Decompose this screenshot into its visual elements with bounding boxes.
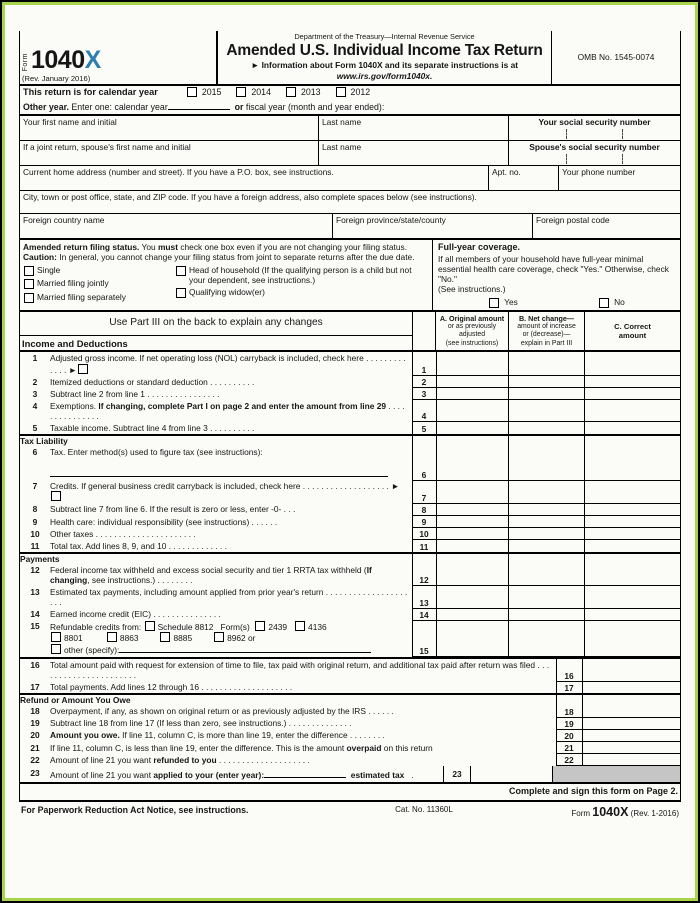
form-line-13	[20, 586, 680, 608]
line-description: Subtract line 18 from line 17 (If less than zero, see instructions.) . . . . . . . . . . . . . .	[50, 718, 352, 729]
form-line-14	[20, 608, 680, 620]
form-line-19	[20, 717, 680, 729]
spouse-ssn-field[interactable]: Spouse's social security number	[508, 141, 680, 165]
amount-cell-b[interactable]	[508, 400, 584, 422]
shaded-cell	[552, 766, 680, 782]
amount-cell-b[interactable]	[508, 516, 584, 528]
spouse-first-name-field[interactable]: If a joint return, spouse's first name and initial	[23, 142, 191, 153]
amount-cell-b[interactable]	[508, 446, 584, 480]
line-number: 18	[30, 706, 40, 717]
amount-cell-a[interactable]	[436, 422, 508, 435]
line-number: 15	[30, 621, 40, 632]
amount-cell-a[interactable]	[436, 480, 508, 503]
line-number-box: 20	[556, 729, 582, 741]
amount-cell-a[interactable]	[436, 608, 508, 620]
section-header-income: Income and Deductions	[22, 338, 128, 350]
amount-cell-c[interactable]	[584, 620, 680, 656]
form-line-16	[20, 658, 680, 681]
line-number: 9	[32, 516, 38, 527]
checkbox[interactable]	[295, 621, 305, 631]
form-line-10	[20, 528, 680, 540]
line-description: Amount of line 21 you want applied to your (enter year): estimated tax .	[50, 770, 414, 781]
line-number-box: 6	[412, 446, 436, 480]
filing-option-married-jointly[interactable]: Married filing jointly	[23, 278, 175, 289]
column-header-band	[20, 312, 680, 353]
checkbox-2014[interactable]	[236, 87, 246, 97]
checkbox[interactable]	[78, 364, 88, 374]
year-option-2015[interactable]: 2015	[186, 87, 222, 98]
line-number-box: 4	[412, 400, 436, 422]
amount-cell-c[interactable]	[584, 586, 680, 608]
amount-cell-a[interactable]	[436, 503, 508, 515]
checkbox[interactable]	[51, 644, 61, 654]
line-number: 2	[32, 376, 38, 387]
other-year-line: Other year. Enter one: calendar year or fiscal year (month and year ended):	[23, 101, 385, 112]
line-description: If line 11, column C, is less than line 19, enter the difference. This is the amount overpaid on this return	[50, 742, 433, 753]
home-address-field[interactable]: Current home address (number and street). If you have a P.O. box, see instructions.	[23, 167, 334, 178]
amount-cell-c[interactable]	[584, 564, 680, 586]
amount-cell-a[interactable]	[436, 388, 508, 400]
write-in-blank[interactable]	[50, 467, 388, 477]
amount-cell[interactable]	[582, 754, 680, 766]
amount-cell-b[interactable]	[508, 540, 584, 553]
form-line-2	[20, 376, 680, 388]
line-description: Taxable income. Subtract line 4 from line 3 . . . . . . . . . .	[50, 422, 255, 433]
catalog-number: Cat. No. 11360L	[395, 805, 453, 815]
amount-cell-b[interactable]	[508, 422, 584, 435]
amount-cell[interactable]	[582, 742, 680, 754]
foreign-address-row	[20, 214, 680, 238]
line-description: Total tax. Add lines 8, 9, and 10 . . . . . . . . . . . . .	[50, 540, 227, 551]
arrow-icon: ►	[250, 60, 260, 71]
form-line-6	[20, 446, 680, 480]
amount-cell-c[interactable]	[584, 503, 680, 515]
amount-cell[interactable]	[582, 705, 680, 717]
amount-cell-b[interactable]	[508, 480, 584, 503]
main-line-grid	[20, 352, 680, 657]
line-number-box: 5	[412, 422, 436, 435]
line-description: Health care: individual responsibility (see instructions) . . . . . .	[50, 516, 278, 527]
line-number: 10	[30, 528, 40, 539]
checkbox-married-jointly[interactable]	[24, 279, 34, 289]
line-number-box: 21	[556, 742, 582, 754]
coverage-heading: Full-year coverage.	[438, 242, 521, 253]
line-number: 23	[30, 768, 40, 779]
last-name-field[interactable]: Last name	[318, 116, 508, 140]
line-number-box: 9	[412, 516, 436, 528]
form-number: 1040X	[31, 46, 101, 75]
form-word: Form	[22, 53, 29, 72]
coverage-see-instructions: (See instructions.)	[438, 284, 506, 295]
line-number-box: 12	[412, 564, 436, 586]
use-part3-note: Use Part III on the back to explain any changes	[20, 312, 412, 337]
line-description: Refundable credits from: Schedule 8812 Form(s) 2439 4136 8801 8863 8885 8962 or other (specify):	[50, 621, 412, 655]
write-in-blank[interactable]	[168, 100, 230, 110]
apt-no-field[interactable]: Apt. no.	[488, 166, 558, 190]
paperwork-notice: For Paperwork Reduction Act Notice, see instructions.	[21, 805, 249, 816]
full-year-coverage-box	[432, 240, 680, 309]
phone-number-field[interactable]: Your phone number	[558, 166, 680, 190]
write-in-blank[interactable]	[264, 768, 346, 778]
checkbox-married-separately[interactable]	[24, 293, 34, 303]
form-number-x: X	[84, 46, 101, 75]
checkbox-no[interactable]	[599, 298, 609, 308]
amount-cell-c[interactable]	[584, 388, 680, 400]
amount-cell-c[interactable]	[584, 352, 680, 375]
amount-cell-a[interactable]	[436, 540, 508, 553]
form-line-23	[20, 766, 680, 784]
ssn-entry-box[interactable]	[512, 129, 677, 139]
form-header	[20, 31, 680, 86]
amount-cell-c[interactable]	[584, 422, 680, 435]
line-number-box: 18	[556, 705, 582, 717]
line-number: 12	[30, 564, 40, 575]
line-description: Amount you owe. If line 11, column C, is more than line 19, enter the difference . . . . . . . .	[50, 730, 385, 741]
amount-cell-c[interactable]	[584, 376, 680, 388]
year-option-2014[interactable]: 2014	[235, 87, 271, 98]
line-description: Subtract line 2 from line 1 . . . . . . . . . . . . . . . .	[50, 388, 220, 399]
line-number: 20	[30, 730, 40, 741]
line-description: Overpayment, if any, as shown on original return or as previously adjusted by the IRS . . . . . .	[50, 706, 394, 717]
amended-filing-status	[20, 240, 432, 309]
section-header-payments: Payments	[20, 553, 412, 564]
amount-cell-c[interactable]	[584, 516, 680, 528]
line-number-box: 3	[412, 388, 436, 400]
line-description: Federal income tax withheld and excess social security and tier 1 RRTA tax withheld (If changing, see instructions.) . . . . . . . .	[50, 564, 372, 585]
amount-cell-c[interactable]	[584, 400, 680, 422]
form-line-12	[20, 564, 680, 586]
checkbox[interactable]	[107, 632, 117, 642]
amount-cell-b[interactable]	[508, 388, 584, 400]
amount-cell-c[interactable]	[584, 540, 680, 553]
form-line-20	[20, 729, 680, 741]
filing-option-single[interactable]: Single	[23, 265, 175, 276]
revision-date: (Rev. January 2016)	[22, 73, 91, 83]
amount-cell-c[interactable]	[584, 608, 680, 620]
amount-cell-a[interactable]	[436, 516, 508, 528]
line-description: Estimated tax payments, including amount applied from prior year's return . . . . . . . . . . . . . . . . . . . . .	[50, 586, 408, 608]
line-description: Total amount paid with request for extension of time to file, tax paid with original return, and additional tax paid after return was filed . . . . . . . . . . . . . . . . . . . . . .	[50, 659, 550, 681]
line-number: 11	[30, 540, 40, 551]
line-number: 8	[32, 504, 38, 515]
line-number-box: 7	[412, 480, 436, 503]
amount-cell-b[interactable]	[508, 503, 584, 515]
checkbox-2012[interactable]	[336, 87, 346, 97]
amount-cell-b[interactable]	[508, 620, 584, 656]
address-row	[20, 166, 680, 191]
info-line: ► Information about Form 1040X and its separate instructions is at www.irs.gov/form1040x.	[250, 60, 519, 81]
filing-option-head-of-household[interactable]: Head of household (If the qualifying person is a child but not your dependent, see instructions.)	[175, 265, 428, 285]
first-name-field[interactable]: Your first name and initial	[23, 117, 117, 128]
line-number: 17	[30, 682, 40, 693]
line-number: 7	[32, 481, 38, 492]
line-number-box: 22	[556, 754, 582, 766]
amount-cell[interactable]	[582, 729, 680, 741]
amount-cell-c[interactable]	[584, 528, 680, 540]
filing-status-text: Amended return filing status. You must check one box even if you are not changing your filing status. Caution: In general, you cannot change your filing status from joint to separate returns after the due date.	[23, 242, 415, 263]
amount-cell-a[interactable]	[436, 586, 508, 608]
amount-cell-a[interactable]	[436, 376, 508, 388]
applied-amount-cell[interactable]	[471, 766, 552, 782]
amount-cell-a[interactable]	[436, 352, 508, 375]
line-number-box: 2	[412, 376, 436, 388]
line-description: Other taxes . . . . . . . . . . . . . . . . . . . . . .	[50, 528, 196, 539]
line-description: Amount of line 21 you want refunded to you . . . . . . . . . . . . . . . . . . . .	[50, 754, 310, 765]
department-line: Department of the Treasury—Internal Revenue Service	[294, 32, 475, 41]
foreign-country-field[interactable]: Foreign country name	[23, 215, 105, 226]
amount-cell-b[interactable]	[508, 564, 584, 586]
form-line-8	[20, 503, 680, 515]
amount-cell[interactable]	[582, 658, 680, 681]
checkbox-head-of-household[interactable]	[176, 266, 186, 276]
line-number-box: 17	[556, 681, 582, 694]
column-c-header: C. Correct amount	[584, 312, 680, 351]
line-number-box: 23	[443, 766, 471, 782]
spouse-last-name-field[interactable]: Last name	[318, 141, 508, 165]
city-row	[20, 191, 680, 214]
city-state-zip-field[interactable]: City, town or post office, state, and ZIP code. If you have a foreign address, also complete spaces below (see instructions).	[23, 192, 477, 203]
amount-cell-b[interactable]	[508, 376, 584, 388]
form-line-1	[20, 352, 680, 375]
filing-option-qualifying-widow[interactable]: Qualifying widow(er)	[175, 287, 428, 298]
line-number: 13	[30, 586, 40, 597]
form-body	[19, 31, 681, 802]
coverage-text: If all members of your household have full-year minimal essential health care coverage, check "Yes." Otherwise, check "No."	[438, 254, 669, 285]
calendar-year-label: This return is for calendar year	[23, 86, 158, 97]
amount-cell-b[interactable]	[508, 352, 584, 375]
line-description: Earned income credit (EIC) . . . . . . . . . . . . . . .	[50, 609, 221, 620]
line-number-box: 15	[412, 620, 436, 656]
form-1040x	[19, 31, 681, 820]
line-number-box: 16	[556, 658, 582, 681]
form-line-22	[20, 754, 680, 766]
filing-option-married-separately[interactable]: Married filing separately	[23, 292, 175, 303]
foreign-province-field[interactable]: Foreign province/state/county	[332, 214, 532, 238]
form-footer	[19, 802, 681, 820]
form-line-7	[20, 480, 680, 503]
line-number: 21	[30, 742, 40, 753]
line-description: Subtract line 7 from line 6. If the result is zero or less, enter -0- . . .	[50, 504, 296, 515]
line-number: 5	[32, 422, 38, 433]
checkbox[interactable]	[51, 491, 61, 501]
checkbox[interactable]	[51, 632, 61, 642]
amount-cell-b[interactable]	[508, 528, 584, 540]
line-description: Total payments. Add lines 12 through 16 . . . . . . . . . . . . . . . . . . . .	[50, 682, 293, 693]
year-option-2013[interactable]: 2013	[285, 87, 321, 98]
line-number: 22	[30, 754, 40, 765]
irs-url: www.irs.gov/form1040x.	[336, 70, 433, 81]
checkbox[interactable]	[145, 621, 155, 631]
form-line-17	[20, 681, 680, 694]
line-number: 3	[32, 388, 38, 399]
return-year-section	[20, 86, 680, 117]
form-title-block	[218, 31, 551, 84]
coverage-no-option[interactable]: No	[598, 297, 625, 307]
line-number: 1	[32, 353, 38, 364]
amount-cell-c[interactable]	[584, 446, 680, 480]
line-number: 6	[32, 447, 38, 458]
ssn-field[interactable]: Your social security number	[508, 116, 680, 140]
form-line-3	[20, 388, 680, 400]
line-number: 4	[32, 400, 38, 411]
section-header-refund: Refund or Amount You Owe	[20, 694, 556, 705]
line-description: Itemized deductions or standard deduction . . . . . . . . . .	[50, 376, 255, 387]
form-line-15	[20, 620, 680, 656]
line-description: Tax. Enter method(s) used to figure tax (see instructions):	[50, 447, 412, 479]
line-number-box: 13	[412, 586, 436, 608]
line-description: Credits. If general business credit carryback is included, check here . . . . . . . . . . . . . . . . . . . ►	[50, 481, 412, 502]
form-line-9	[20, 516, 680, 528]
line-number: 16	[30, 659, 40, 670]
line-number-box: 11	[412, 540, 436, 553]
amount-cell-a[interactable]	[436, 620, 508, 656]
form-number-block	[20, 31, 218, 84]
amount-cell[interactable]	[582, 681, 680, 694]
line-number: 19	[30, 718, 40, 729]
line-number: 14	[30, 609, 40, 620]
line-number-box: 8	[412, 503, 436, 515]
omb-box: OMB No. 1545-0074	[551, 31, 680, 84]
form-line-21	[20, 742, 680, 754]
checkbox-single[interactable]	[24, 266, 34, 276]
amount-cell-c[interactable]	[584, 480, 680, 503]
checkbox[interactable]	[160, 632, 170, 642]
line-description: Adjusted gross income. If net operating loss (NOL) carryback is included, check here . . . . . . . . . . . . . ►	[50, 353, 406, 375]
checkbox-qualifying-widow[interactable]	[176, 288, 186, 298]
line-number-box: 19	[556, 717, 582, 729]
form-line-4	[20, 400, 680, 422]
line-number-column	[412, 312, 436, 351]
amount-cell-b[interactable]	[508, 608, 584, 620]
complete-sign-note: Complete and sign this form on Page 2.	[20, 784, 680, 802]
line-description: Exemptions. If changing, complete Part I on page 2 and enter the amount from line 29 . . . . . . . . . . . . . . .	[50, 400, 405, 421]
line-number-box: 14	[412, 608, 436, 620]
spouse-name-row	[20, 141, 680, 166]
form-line-5	[20, 422, 680, 435]
checkbox-2013[interactable]	[286, 87, 296, 97]
page-frame	[2, 2, 698, 901]
amount-cell[interactable]	[582, 717, 680, 729]
section-row-tax-liability	[20, 435, 680, 446]
year-option-2012[interactable]: 2012	[335, 87, 371, 98]
column-b-header: B. Net change— amount of increase or (decrease)— explain in Part III	[508, 312, 584, 351]
form-line-11	[20, 540, 680, 553]
name-row	[20, 116, 680, 141]
form-line-18	[20, 705, 680, 717]
coverage-yes-option[interactable]: Yes	[488, 297, 518, 307]
write-in-blank[interactable]	[119, 643, 371, 653]
lower-line-grid	[20, 657, 680, 766]
section-header-tax: Tax Liability	[20, 435, 412, 446]
checkbox[interactable]	[255, 621, 265, 631]
amount-cell-a[interactable]	[436, 446, 508, 480]
line-number-box: 1	[412, 352, 436, 375]
spouse-ssn-entry-box[interactable]	[512, 154, 677, 164]
amount-cell-a[interactable]	[436, 528, 508, 540]
section-row-payments	[20, 553, 680, 564]
checkbox[interactable]	[214, 632, 224, 642]
amount-cell-a[interactable]	[436, 564, 508, 586]
line-number-box: 10	[412, 528, 436, 540]
filing-status-section	[20, 238, 680, 311]
column-a-header: A. Original amount or as previously adjusted (see instructions)	[439, 313, 505, 347]
amount-cell-a[interactable]	[436, 400, 508, 422]
footer-form-number: Form 1040X (Rev. 1-2016)	[571, 805, 679, 820]
checkbox-2015[interactable]	[187, 87, 197, 97]
foreign-postal-field[interactable]: Foreign postal code	[532, 214, 680, 238]
amount-cell-b[interactable]	[508, 586, 584, 608]
checkbox-yes[interactable]	[489, 298, 499, 308]
section-row-refund	[20, 694, 680, 705]
page-title: Amended U.S. Individual Income Tax Return	[226, 41, 543, 59]
